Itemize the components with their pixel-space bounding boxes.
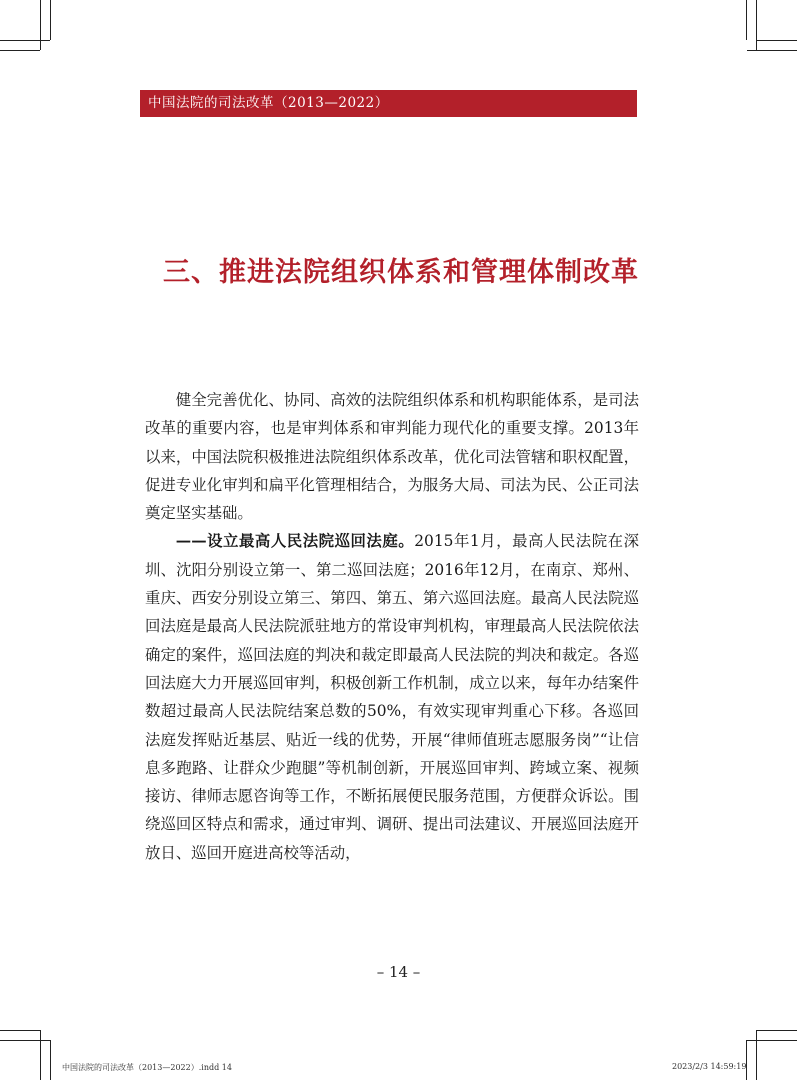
- crop-mark-top-left-v2: [50, 0, 51, 40]
- print-slug-timestamp: 2023/2/3 14:59:19: [672, 1062, 747, 1071]
- paragraph: [145, 527, 639, 867]
- crop-mark-bottom-left-v1: [40, 1030, 41, 1080]
- crop-mark-bottom-right-h2: [747, 1040, 797, 1041]
- paragraph-lead: ——设立最高人民法院巡回法庭。: [175, 532, 415, 551]
- crop-mark-top-right-v2: [756, 0, 757, 50]
- crop-mark-bottom-right-v1: [746, 1040, 747, 1080]
- crop-mark-top-left-v1: [40, 0, 41, 50]
- crop-mark-top-right-h1: [757, 40, 797, 41]
- paragraph: [145, 386, 639, 527]
- chapter-title: 三、推进法院组织体系和管理体制改革: [163, 257, 639, 288]
- page-number: – 14 –: [376, 963, 421, 981]
- crop-mark-top-left-h2: [0, 50, 40, 51]
- body-text: [145, 386, 639, 867]
- running-header-text: 中国法院的司法改革（2013—2022）: [148, 95, 389, 111]
- crop-mark-top-right-v1: [746, 0, 747, 40]
- print-slug-filename: 中国法院的司法改革（2013—2022）.indd 14: [62, 1063, 232, 1072]
- crop-mark-bottom-left-v2: [50, 1040, 51, 1080]
- crop-mark-bottom-left-h1: [0, 1030, 40, 1031]
- crop-mark-bottom-right-v2: [756, 1030, 757, 1080]
- crop-mark-top-right-h2: [747, 50, 797, 51]
- paragraph-text: 健全完善优化、协同、高效的法院组织体系和机构职能体系，是司法改革的重要内容，也是审判体系和审判能力现代化的重要支撑。2013年以来，中国法院积极推进法院组织体系改革，优化司法管辖和职权配置，促进专业化审判和扁平化管理相结合，为服务大局、司法为民、公正司法奠定坚实基础。: [145, 391, 639, 523]
- crop-mark-bottom-right-h1: [757, 1030, 797, 1031]
- paragraph-text: 2015年1月，最高人民法院在深圳、沈阳分别设立第一、第二巡回法庭；2016年12月，在南京、郑州、重庆、西安分别设立第三、第四、第五、第六巡回法庭。最高人民法院巡回法庭是最高人民法院派驻地方的常设审判机构，审理最高人民法院依法确定的案件，巡回法庭的判决和裁定即最高人民法院的判决和裁定。各巡回法庭大力开展巡回审判，积极创新工作机制，成立以来，每年办结案件数超过最高人民法院结案总数的50%，有效实现审判重心下移。各巡回法庭发挥贴近基层、贴近一线的优势，开展“律师值班志愿服务岗”“让信息多跑路、让群众少跑腿”等机制创新，开展巡回审判、跨域立案、视频接访、律师志愿咨询等工作，不断拓展便民服务范围，方便群众诉讼。围绕巡回区特点和需求，通过审判、调研、提出司法建议、开展巡回法庭开放日、巡回开庭进高校等活动，: [145, 532, 639, 862]
- crop-mark-bottom-left-h2: [0, 1040, 50, 1041]
- crop-mark-top-left-h1: [0, 40, 50, 41]
- running-header-bar: [140, 90, 637, 117]
